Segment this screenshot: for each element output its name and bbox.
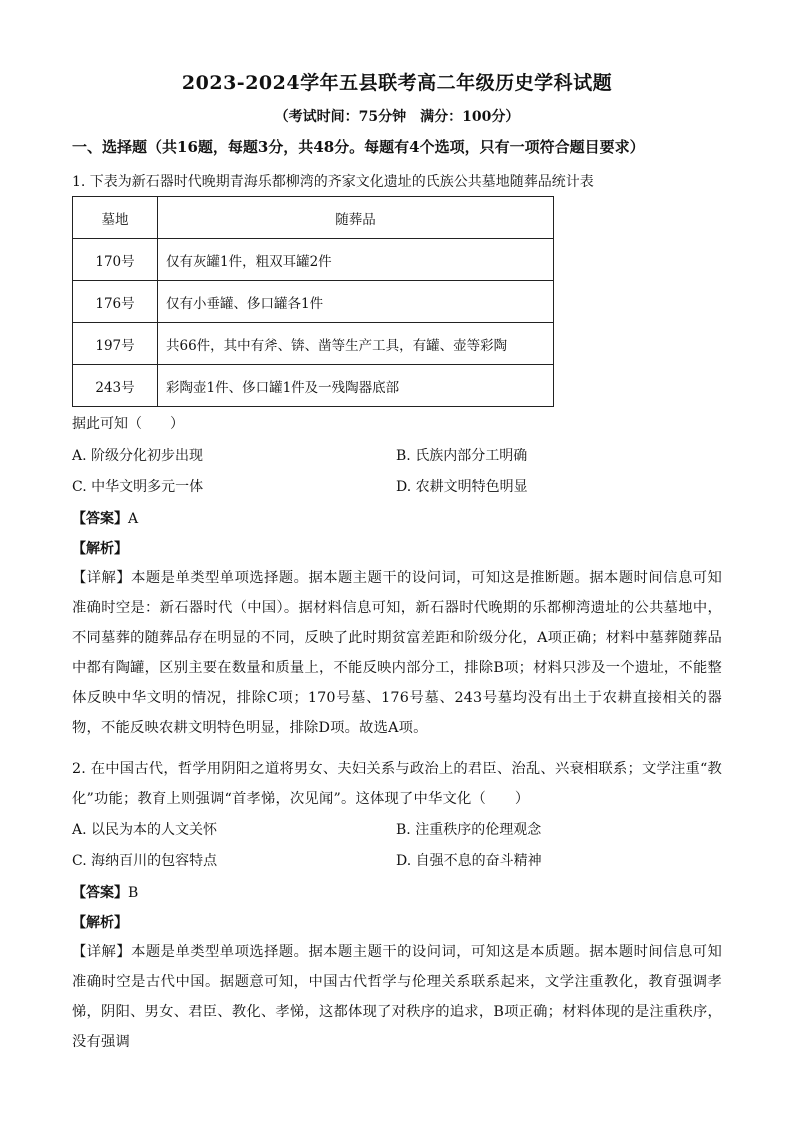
q1-stem: 1. 下表为新石器时代晚期青海乐都柳湾的齐家文化遗址的氏族公共墓地随葬品统计表 xyxy=(72,174,594,190)
q1-option-b: B. 氏族内部分工明确 xyxy=(396,448,528,464)
q2-option-c: C. 海纳百川的包容特点 xyxy=(72,853,218,869)
q2-stem: 2. 在中国古代，哲学用阴阳之道将男女、夫妇关系与政治上的君臣、治乱、兴衰相联系；文学注重“教化”功能；教育上则强调“首孝悌，次见闻”。这体现了中华文化（ ） xyxy=(72,761,722,807)
q2-option-b: B. 注重秩序的伦理观念 xyxy=(396,822,542,838)
q1-option-c: C. 中华文明多元一体 xyxy=(72,479,204,495)
exam-subtitle: （考试时间：75分钟 满分：100分） xyxy=(274,109,520,125)
q2-detail: 【详解】本题是单类型单项选择题。据本题主题干的设问词，可知这是本质题。据本题时间信息可知准确时空是古代中国。据题意可知，中国古代哲学与伦理关系联系起来，文学注重教化，教育强调孝悌，阴阳、男女、君臣、教化、孝悌，这都体现了对秩序的追求，B项正确；材料体现的是注重秩序，没有强调 xyxy=(72,944,722,1050)
table-row xyxy=(73,281,554,323)
q1-answer xyxy=(72,508,138,528)
table-header-cell: 墓地 xyxy=(73,197,158,239)
table-row xyxy=(73,323,554,365)
answer-value: A xyxy=(128,511,139,527)
table-cell: 仅有灰罐1件，粗双耳罐2件 xyxy=(158,239,554,281)
q2-option-d: D. 自强不息的奋斗精神 xyxy=(396,853,542,869)
q1-option-d: D. 农耕文明特色明显 xyxy=(396,479,528,495)
q2-answer xyxy=(72,882,138,902)
q1-analysis-label: 【解析】 xyxy=(72,541,128,557)
exam-title: 2023-2024学年五县联考高二年级历史学科试题 xyxy=(181,72,613,94)
section-heading: 一、选择题（共16题，每题3分，共48分。每题有4个选项，只有一项符合题目要求） xyxy=(72,138,645,156)
q1-prompt: 据此可知（ ） xyxy=(72,416,184,432)
q2-option-a: A. 以民为本的人文关怀 xyxy=(72,822,218,838)
q2-analysis-label: 【解析】 xyxy=(72,915,128,931)
table-cell: 243号 xyxy=(73,365,158,407)
table-header-row xyxy=(73,197,554,239)
table-row xyxy=(73,239,554,281)
table-cell: 176号 xyxy=(73,281,158,323)
q1-option-a: A. 阶级分化初步出现 xyxy=(72,448,204,464)
answer-label: 【答案】 xyxy=(72,511,128,527)
q1-detail: 【详解】本题是单类型单项选择题。据本题主题干的设问词，可知这是推断题。据本题时间信息可知准确时空是：新石器时代（中国）。据材料信息可知，新石器时代晚期的乐都柳湾遗址的公共墓地中，不同墓葬的随葬品存在明显的不同，反映了此时期贫富差距和阶级分化，A项正确；材料中墓葬随葬品中都有陶罐，区别主要在数量和质量上，不能反映内部分工，排除B项；材料只涉及一个遗址，不能整体反映中华文明的情况，排除C项；170号墓、176号墓、243号墓均没有出土于农耕直接相关的器物，不能反映农耕文明特色明显，排除D项。故选A项。 xyxy=(72,570,722,736)
grave-goods-table xyxy=(72,196,554,407)
answer-label: 【答案】 xyxy=(72,885,128,901)
answer-value: B xyxy=(128,885,139,901)
table-cell: 170号 xyxy=(73,239,158,281)
table-cell: 彩陶壶1件、侈口罐1件及一残陶器底部 xyxy=(158,365,554,407)
table-row xyxy=(73,365,554,407)
table-cell: 197号 xyxy=(73,323,158,365)
table-cell: 仅有小垂罐、侈口罐各1件 xyxy=(158,281,554,323)
table-header-cell: 随葬品 xyxy=(158,197,554,239)
table-cell: 共66件，其中有斧、锛、凿等生产工具，有罐、壶等彩陶 xyxy=(158,323,554,365)
